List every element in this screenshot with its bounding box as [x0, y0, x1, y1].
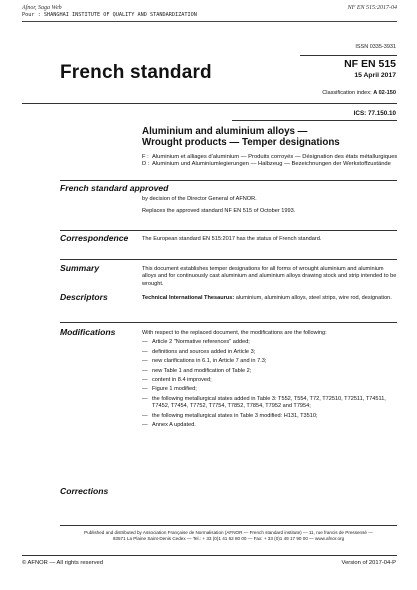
- bottom-divider: [22, 555, 397, 556]
- summary-text: This document establishes temper designations for all forms of wrought aluminium and aluminium alloys and for continuously cast aluminium and aluminium alloys drawing stock and strip intended to be wrought.: [142, 266, 397, 287]
- approved-divider: [60, 180, 397, 181]
- list-item: — the following metallurgical states added in Table 3: T552, T554, T72, T72510, T72511, T74511, T7452, T7454, T7752, T7754, T7852, T7854, T7952 and T7954;: [142, 396, 398, 411]
- modification-text: Figure 1 modified;: [152, 386, 197, 393]
- approved-line2: Replaces the approved standard NF EN 515 of October 1993.: [142, 208, 296, 215]
- document-title-line2: Wrought products — Temper designations: [142, 137, 340, 148]
- ics-code: ICS: 77.150.10: [353, 110, 396, 117]
- header-divider: [22, 21, 397, 22]
- header-source: Afnor, Saga Web: [22, 5, 62, 11]
- translation-prefix: D :: [142, 161, 150, 168]
- translation-text: Aluminium und Aluminiumlegierungen — Halbzeug — Bezeichnungen der Werkstoffzustände: [152, 161, 391, 168]
- title-divider: [22, 103, 397, 104]
- modifications-items: [142, 339, 398, 429]
- translation-text: Aluminium et alliages d'aluminium — Produits corroyés — Désignation des états métallurgiques: [152, 154, 398, 160]
- correspondence-text: The European standard EN 515:2017 has the status of French standard.: [142, 236, 322, 242]
- approved-heading: French standard approved: [60, 183, 169, 193]
- document-title: [142, 126, 402, 148]
- modification-text: Annex A updated.: [152, 422, 196, 429]
- descriptors-values: aluminium, aluminium alloys, steel strips, wire rod, designation.: [235, 295, 392, 301]
- modification-text: Article 2 "Normative references" added;: [152, 339, 250, 346]
- corrections-heading: Corrections: [60, 486, 109, 496]
- descriptors-text: [142, 295, 398, 302]
- issn: ISSN 0335-3931: [355, 44, 396, 50]
- list-item: — new Table 1 and modification of Table 2;: [142, 367, 252, 374]
- classification-index: [322, 90, 396, 96]
- header-pour-line: Pour : SHANGHAI INSTITUTE OF QUALITY AND STANDARDIZATION: [22, 12, 197, 18]
- list-item: — Annex A updated.: [142, 422, 196, 429]
- publisher-line1: Published and distributed by Association Française de Normalisation (AFNOR — French standard institute) — 11, rue francis de Pressensé —: [84, 530, 373, 535]
- descriptors-label: Technical International Thesaurus:: [142, 295, 235, 301]
- modifications-divider: [60, 322, 397, 323]
- publisher-info: [60, 530, 397, 543]
- page-title: French standard: [60, 62, 212, 83]
- list-item: — definitions and sources added in Article 3;: [142, 348, 256, 355]
- modification-text: the following metallurgical states in Table 3 modified: H131, T3510;: [152, 412, 318, 419]
- ics-divider: [232, 120, 397, 121]
- list-item: — Figure 1 modified;: [142, 386, 197, 393]
- list-item: — Article 2 "Normative references" added;: [142, 339, 250, 346]
- modification-text: content in 8.4 improved;: [152, 377, 212, 384]
- standard-number: NF EN 515: [344, 58, 396, 70]
- translation-german: [142, 161, 402, 168]
- approved-text: [142, 196, 398, 216]
- modifications-heading: Modifications: [60, 327, 116, 337]
- footer-divider: [60, 525, 397, 526]
- modification-text: definitions and sources added in Article 3;: [152, 348, 256, 355]
- classification-value: A 02-150: [373, 90, 396, 96]
- modifications-list: [142, 330, 398, 429]
- list-item: — the following metallurgical states in Table 3 modified: H131, T3510;: [142, 412, 318, 419]
- title-translations: [142, 154, 402, 169]
- copyright: © AFNOR — All rights reserved: [22, 560, 103, 566]
- list-item: — content in 8.4 improved;: [142, 377, 212, 384]
- correspondence-divider: [60, 230, 397, 231]
- list-item: — new clarifications in 6.1, in Article 7 and in 7.3;: [142, 358, 267, 365]
- summary-divider: [60, 259, 397, 260]
- modification-text: new clarifications in 6.1, in Article 7 and in 7.3;: [152, 358, 267, 365]
- document-title-line1: Aluminium and aluminium alloys —: [142, 126, 308, 137]
- translation-french: [142, 154, 402, 161]
- issn-divider: [300, 55, 397, 56]
- version: Version of 2017-04-P: [341, 560, 396, 566]
- header-doc-ref: NF EN 515:2017-04: [347, 5, 397, 11]
- modifications-intro: With respect to the replaced document, the modifications are the following:: [142, 330, 327, 336]
- classification-label: Classification index:: [322, 90, 372, 96]
- correspondence-heading: Correspondence: [60, 233, 129, 243]
- approved-line1: by decision of the Director General of AFNOR.: [142, 196, 257, 202]
- summary-heading: Summary: [60, 263, 100, 273]
- modification-text: the following metallurgical states added in Table 3: T552, T554, T72, T72510, T72511, T74511, T7452, T7454, T7752, T7754, T7852, T7854, T7952 and T7954;: [152, 395, 386, 410]
- publisher-line2: 93571 La Plaine Saint-Denis Cedex — Tel.: + 33 (0)1 41 62 80 00 — Fax: + 33 (0)1 49 17 90 00 — www.afnor.org: [112, 536, 345, 542]
- modification-text: new Table 1 and modification of Table 2;: [152, 367, 252, 374]
- descriptors-heading: Descriptors: [60, 292, 108, 302]
- standard-date: 15 April 2017: [354, 72, 396, 79]
- translation-prefix: F :: [142, 154, 149, 160]
